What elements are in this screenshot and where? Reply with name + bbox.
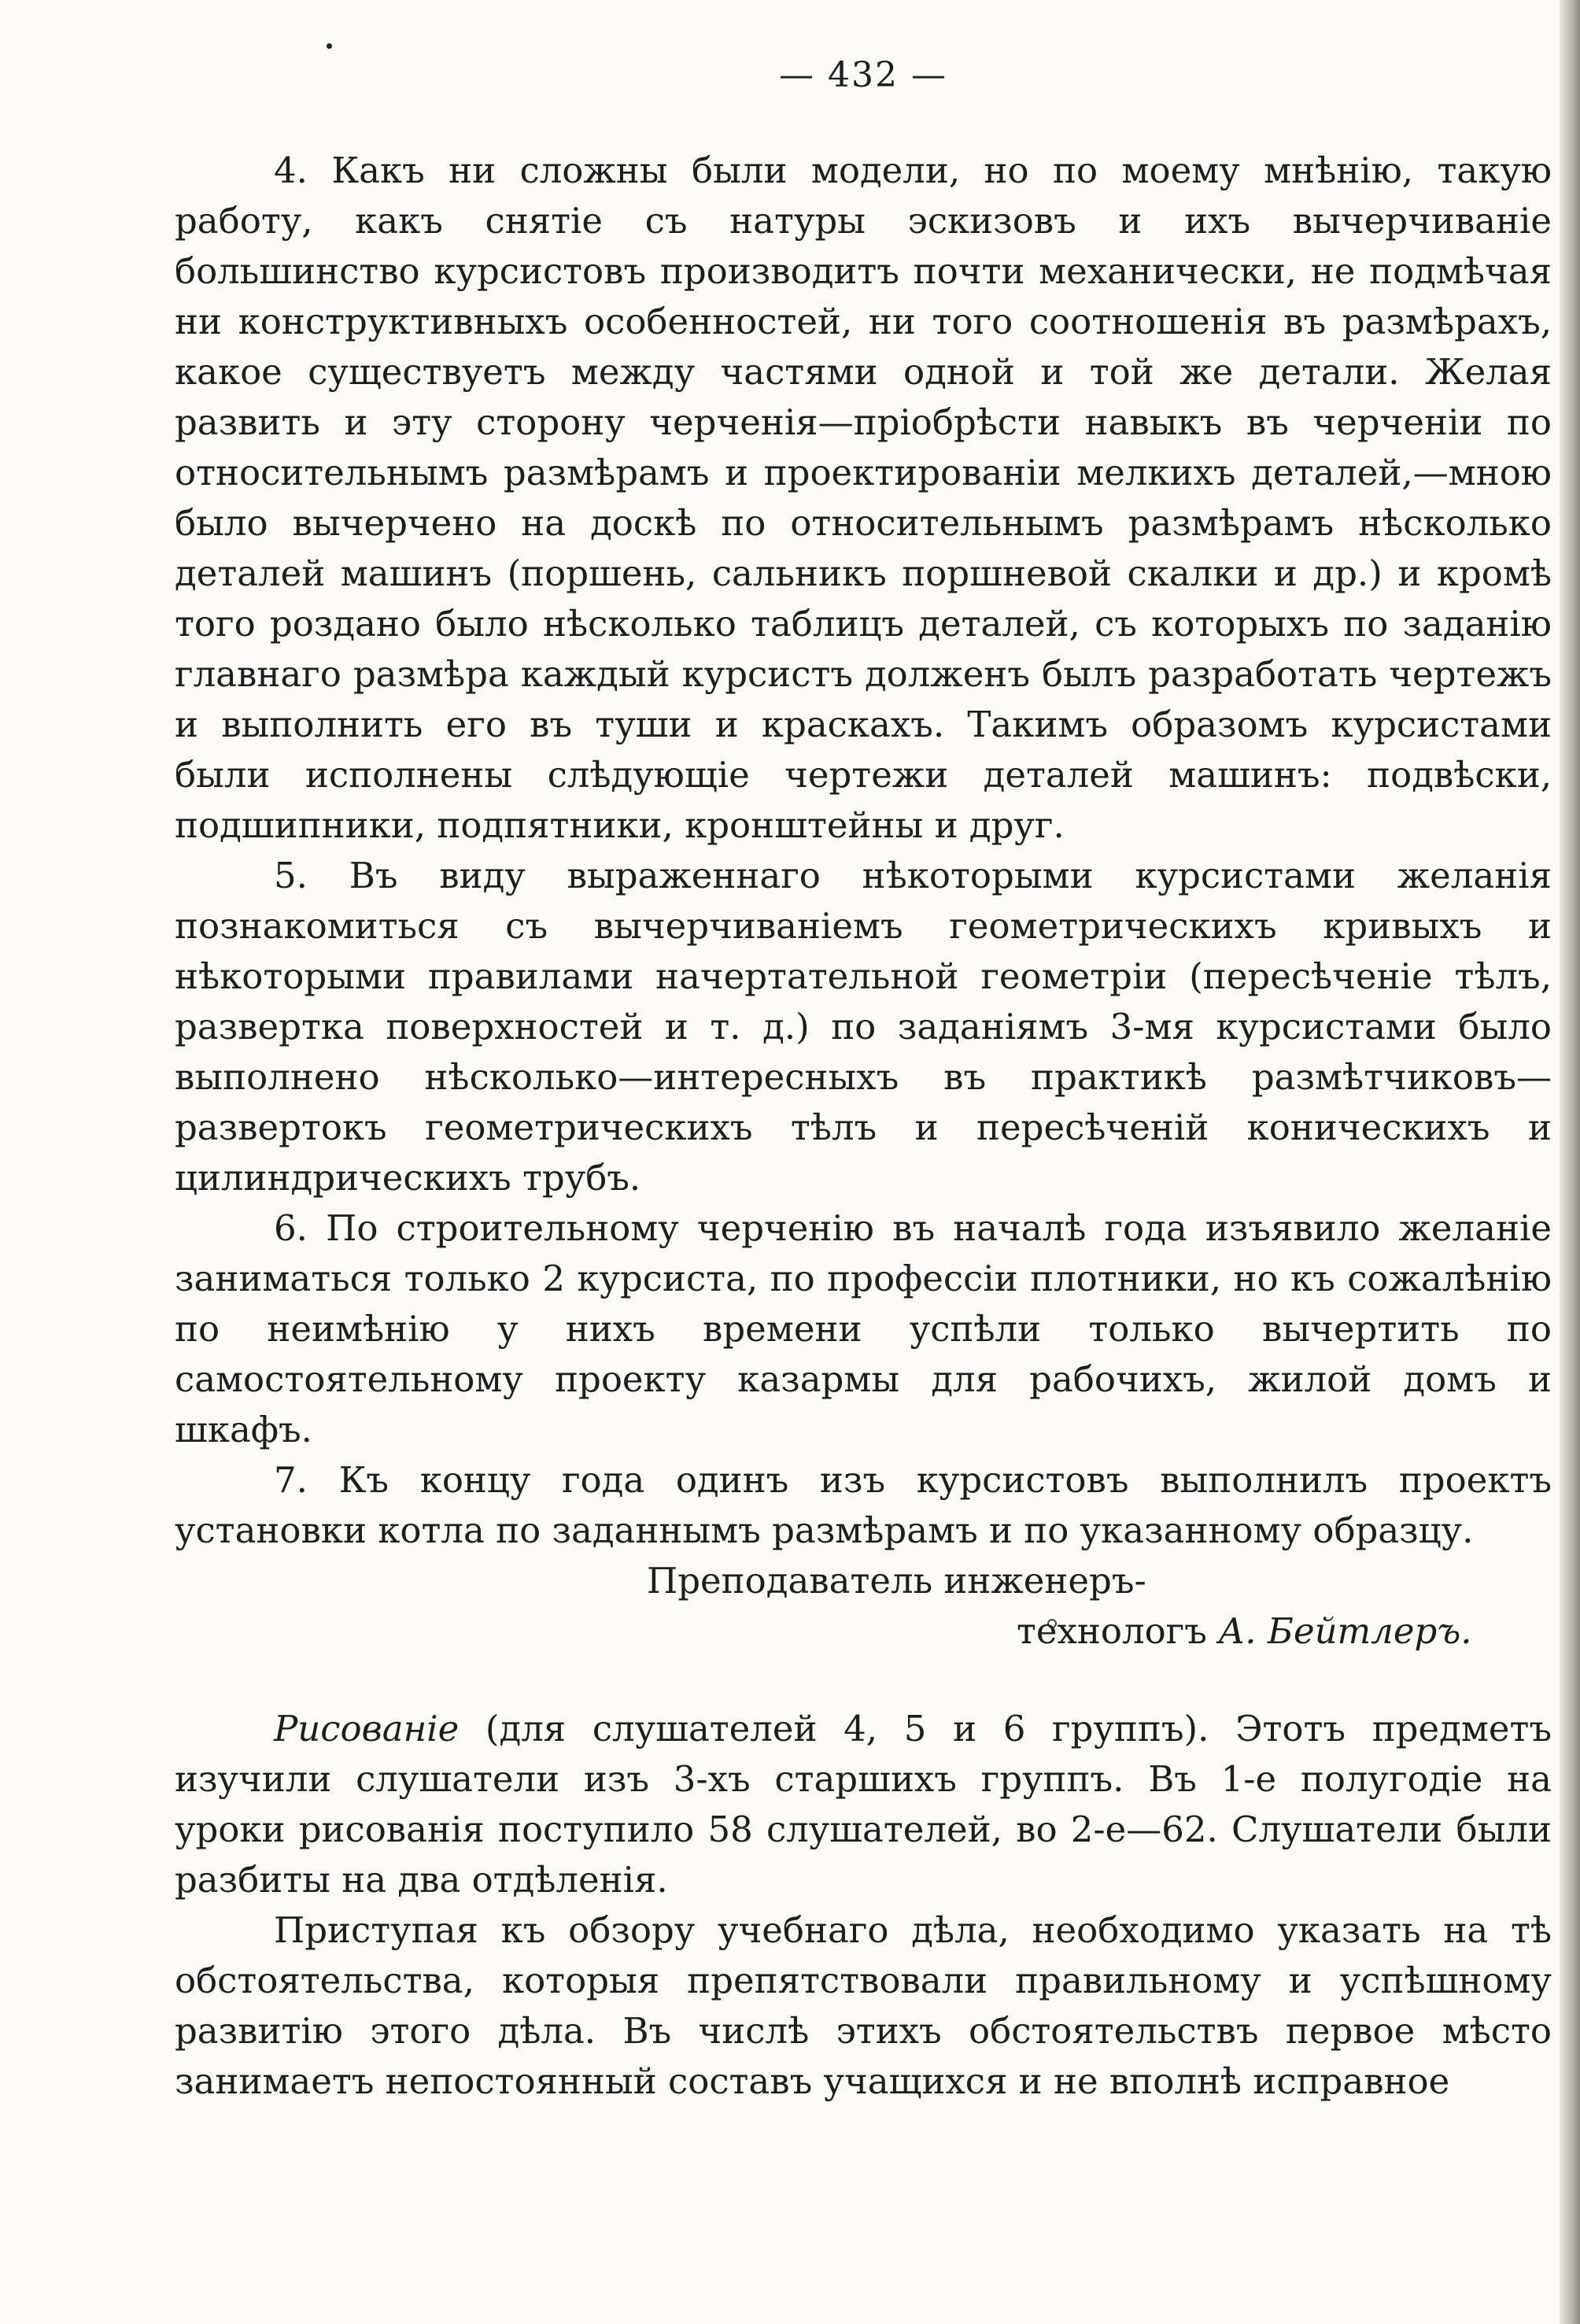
signature-role: технологъ: [1017, 1610, 1219, 1652]
paragraph-7: 7. Къ концу года одинъ изъ курсистовъ выполнилъ проектъ установки котла по заданнымъ размѣрамъ и по указанному образцу.: [175, 1459, 1552, 1551]
signature-line: [175, 1606, 1552, 1657]
paragraph-5: 5. Въ виду выраженнаго нѣкоторыми курсистами желанія познакомиться съ вычерчиваніемъ геометрическихъ кривыхъ и нѣкоторыми правилами начертательной геометріи (пересѣченіе тѣлъ, развертка поверхностей и т. д.) по заданіямъ 3-мя курсистами было выполнено нѣсколько—интересныхъ въ практикѣ размѣтчиковъ—развертокъ геометрическихъ тѣлъ и пересѣченій коническихъ и цилиндрическихъ трубъ.: [175, 855, 1552, 1199]
signature-title: Преподаватель инженеръ-: [647, 1560, 1146, 1602]
signature-block: [175, 1556, 1552, 1657]
paragraph-6: 6. По строительному черченію въ началѣ года изъявило желаніе заниматься только 2 курсиста, по профессіи плотники, но къ сожалѣнію по неимѣнію у нихъ времени успѣли только вычертить по самостоятельному проекту казармы для рабочихъ, жилой домъ и шкафъ.: [175, 1207, 1552, 1450]
page-number: — 432 —: [779, 55, 947, 95]
drawing-paragraph-1-text: (для слушателей 4, 5 и 6 группъ). Этотъ предметъ изучили слушатели изъ 3-хъ старшихъ группъ. Въ 1-е полугодіе на уроки рисованія поступило 58 слушателей, во 2-е—62. Слушатели были разбиты на два отдѣленія.: [175, 1708, 1552, 1901]
paragraph-4: 4. Какъ ни сложны были модели, но по моему мнѣнію, такую работу, какъ снятіе съ натуры эскизовъ и ихъ вычерчиваніе большинство курсистовъ производитъ почти механически, не подмѣчая ни конструктивныхъ особенностей, ни того соотношенія въ размѣрахъ, какое существуетъ между частями одной и той же детали. Желая развить и эту сторону черченія—пріобрѣсти навыкъ въ черченіи по относительнымъ размѣрамъ и проектированіи мелкихъ деталей,—мною было вычерчено на доскѣ по относительнымъ размѣрамъ нѣсколько деталей машинъ (поршень, сальникъ поршневой скалки и др.) и кромѣ того роздано было нѣсколько таблицъ деталей, съ которыхъ по заданію главнаго размѣра каждый курсистъ долженъ былъ разработать чертежъ и выполнить его въ туши и краскахъ. Такимъ образомъ курсистами были исполнены слѣдующіе чертежи деталей машинъ: подвѣски, подшипники, подпятники, кронштейны и друг.: [175, 150, 1552, 846]
drawing-paragraph-1: [175, 1704, 1552, 1905]
print-speck: [327, 43, 332, 49]
drawing-paragraph-2: Приступая къ обзору учебнаго дѣла, необходимо указать на тѣ обстоятельства, которыя препятствовали правильному и успѣшному развитію этого дѣла. Въ числѣ этихъ обстоятельствъ первое мѣсто занимаетъ непостоянный составъ учащихся и не вполнѣ исправное: [175, 1909, 1552, 2102]
signature-name: А. Бейтлеръ.: [1218, 1610, 1472, 1652]
section-spacer: [175, 1657, 1552, 1704]
body-text: [175, 146, 1552, 2107]
page-edge-shadow: [1560, 0, 1580, 2324]
drawing-section-title: Рисованіе: [274, 1708, 460, 1749]
